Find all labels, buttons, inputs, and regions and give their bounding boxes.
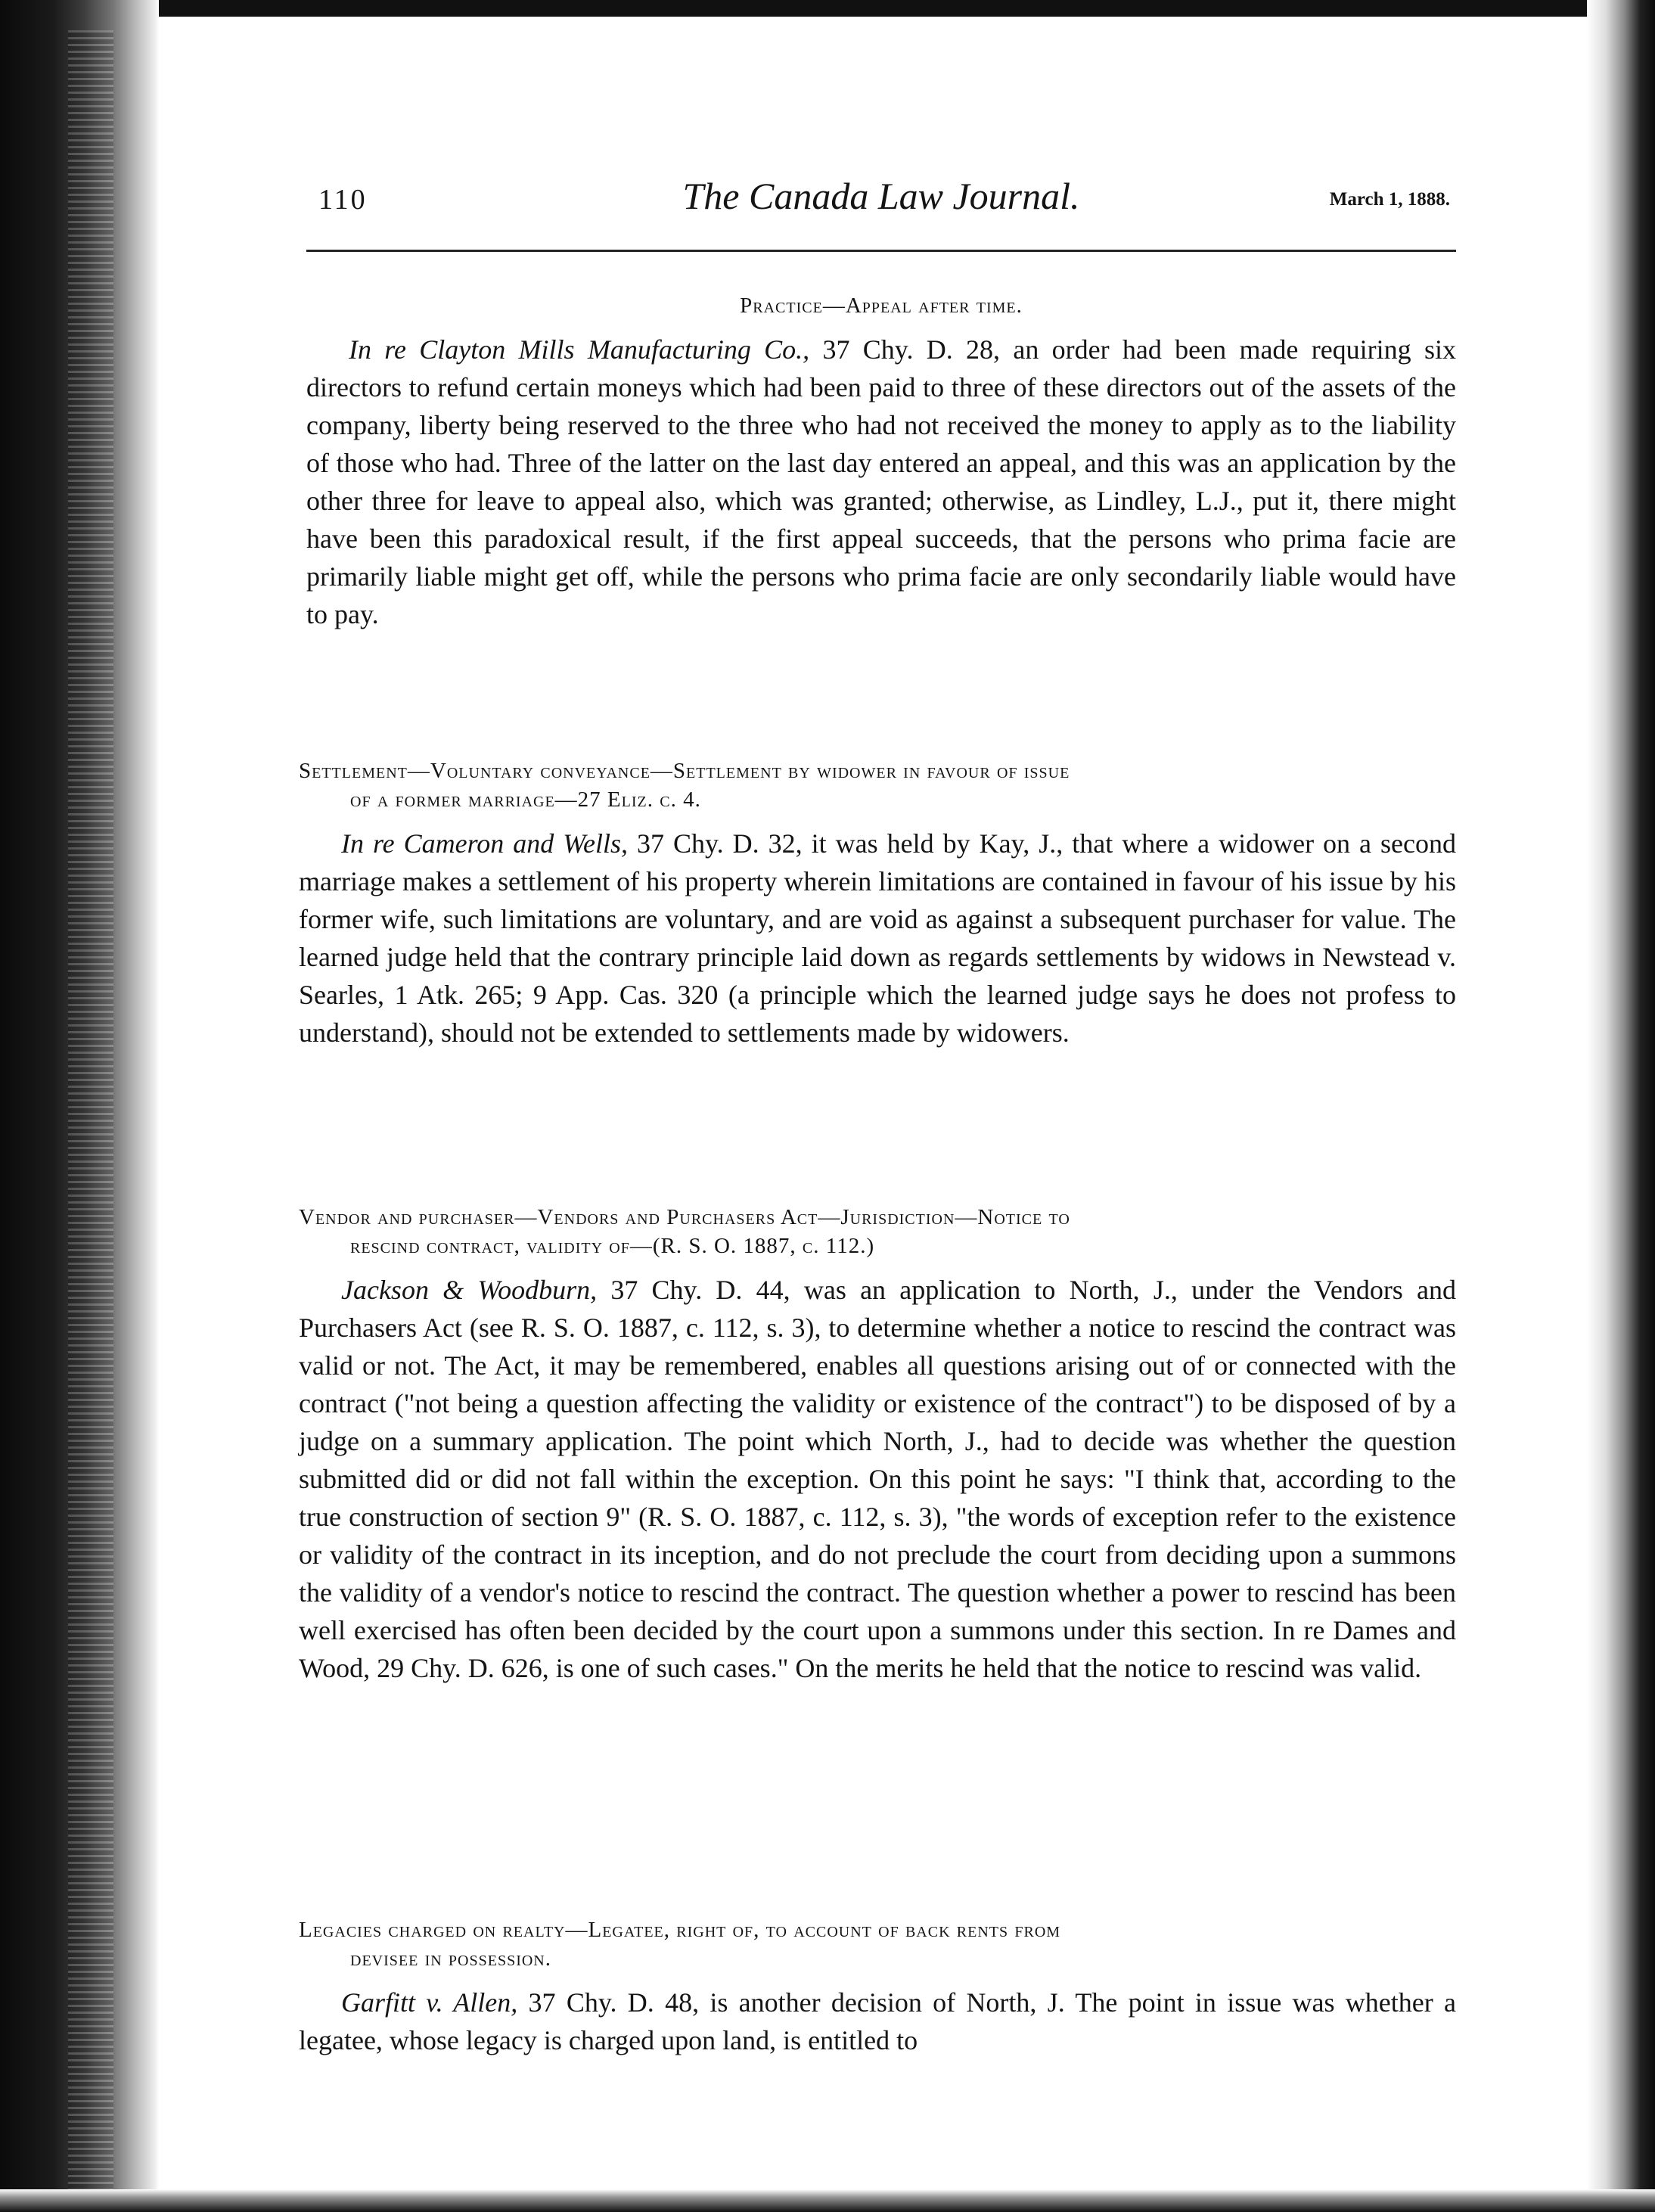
section-settlement [299, 756, 1456, 1052]
section-heading [299, 756, 1456, 814]
section-paragraph [299, 825, 1456, 1052]
paragraph-text: 37 Chy. D. 44, was an application to North, J., under the Vendors and Purchasers Act (see R. S. O. 1887, c. 112, s. 3), to determine whether a notice to rescind the contract was valid or not. The Act, it may be remembered, enables all questions arising out of or connected with the contract ("not being a question affecting the validity or existence of the contract") to be disposed of by a judge on a summary application. The point which North, J., had to decide was whether the question submitted did or did not fall within the exception. On this point he says: "I think that, according to the true construction of section 9" (R. S. O. 1887, c. 112, s. 3), "the words of exception refer to the existence or validity of the contract in its inception, and do not preclude the court from deciding upon a summons the validity of a vendor's notice to rescind the contract. The question whether a power to rescind has been well exercised has often been decided by the court upon a summons under this section. In re Dames and Wood, 29 Chy. D. 626, is one of such cases." On the merits he held that the notice to rescind was valid. [299, 1275, 1457, 1683]
section-vendor-purchaser [299, 1203, 1456, 1687]
paragraph-text: 37 Chy. D. 48, is another decision of North, J. The point in issue was whether a legatee, whose legacy is charged upon land, is entitled to [299, 1987, 1456, 2055]
document-page [299, 174, 1457, 2055]
scan-edge-bottom [0, 2189, 1655, 2212]
page-number: 110 [318, 184, 368, 216]
journal-title: The Canada Law Journal. [682, 175, 1080, 217]
section-paragraph [306, 331, 1456, 633]
issue-date: March 1, 1888. [1329, 189, 1450, 210]
header-rule [306, 250, 1456, 252]
heading-continuation: rescind contract, validity of—(R. S. O. 1887, c. 112.) [350, 1234, 875, 1258]
heading-line: Legacies charged on realty—Legatee, right of, to account of back rents from [299, 1918, 1061, 1942]
case-name: Jackson & Woodburn, [341, 1275, 598, 1305]
scan-edge-top [0, 0, 1655, 17]
heading-continuation: devisee in possession. [350, 1946, 551, 1971]
section-paragraph [299, 1984, 1456, 2059]
section-practice [306, 291, 1456, 633]
case-name: In re Cameron and Wells, [341, 828, 628, 859]
section-heading [299, 1915, 1456, 1973]
heading-line: Vendor and purchaser—Vendors and Purchasers Act—Jurisdiction—Notice to [299, 1205, 1070, 1229]
page-edges-stack [68, 30, 113, 2194]
paragraph-text: 37 Chy. D. 32, it was held by Kay, J., that where a widower on a second marriage makes a settlement of his property wherein limitations are contained in favour of his issue by his former wife, such limitations are voluntary, and are void as against a subsequent purchaser for value. The learned judge held that the contrary principle laid down as regards settlements by widows in Newstead v. Searles, 1 Atk. 265; 9 App. Cas. 320 (a principle which the learned judge says he does not profess to understand), should not be extended to settlements made by widowers. [299, 828, 1456, 1048]
section-heading: Practice—Appeal after time. [740, 294, 1023, 318]
scan-edge-right [1587, 0, 1655, 2212]
section-legacies [299, 1915, 1456, 2059]
case-name: Garfitt v. Allen, [341, 1987, 518, 2018]
heading-line: Settlement—Voluntary conveyance—Settlement by widower in favour of issue [299, 759, 1070, 783]
paragraph-text: 37 Chy. D. 28, an order had been made requiring six directors to refund certain moneys which had been paid to three of these directors out of the assets of the company, liberty being reserved to the three who had not received the money to apply as to the liability of those who had. Three of the latter on the last day entered an appeal, and this was an application by the other three for leave to appeal also, which was granted; otherwise, as Lindley, L.J., put it, there might have been this paradoxical result, if the first appeal succeeds, that the persons who prima facie are primarily liable might get off, while the persons who prima facie are only secondarily liable would have to pay. [306, 334, 1456, 629]
case-name: In re Clayton Mills Manufacturing Co., [349, 334, 810, 365]
heading-continuation: of a former marriage—27 Eliz. c. 4. [350, 788, 701, 812]
section-paragraph [299, 1271, 1456, 1687]
running-header [306, 174, 1456, 221]
section-heading [299, 1203, 1456, 1260]
